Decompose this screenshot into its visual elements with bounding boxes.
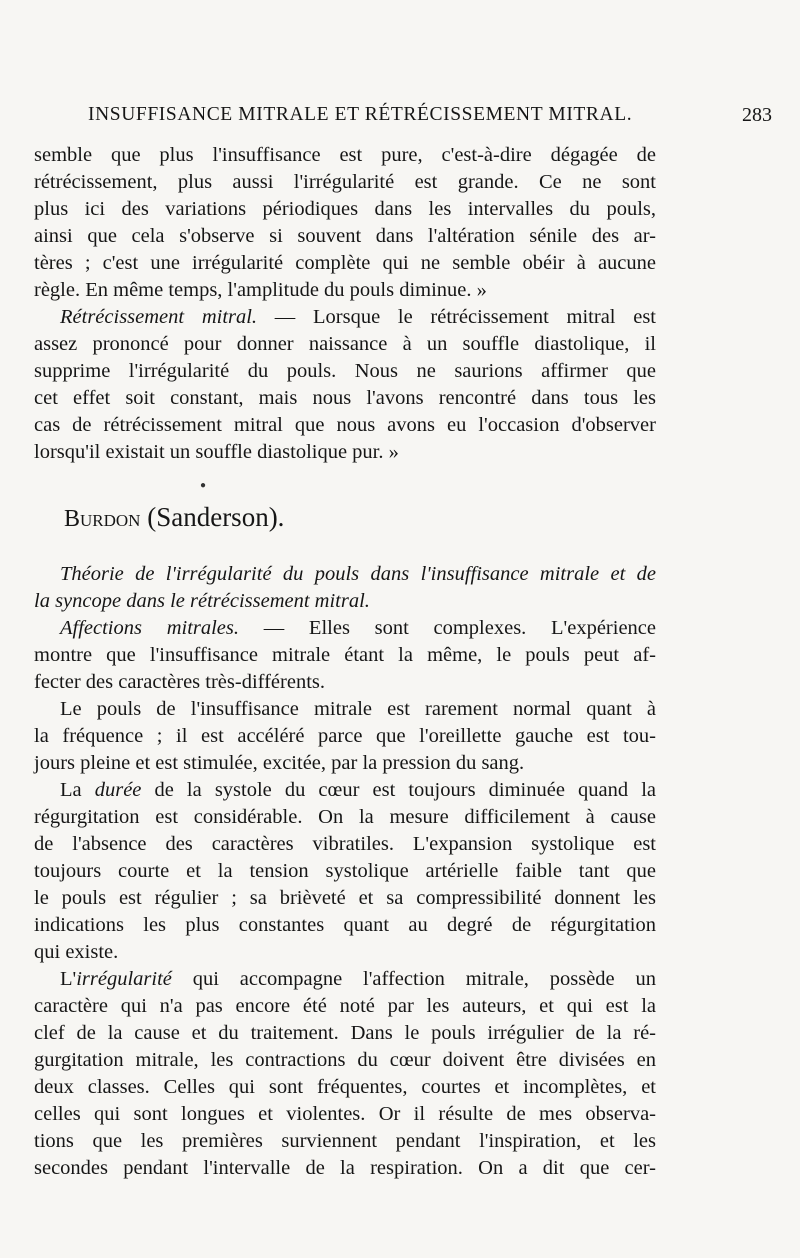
text-line [34,561,656,588]
text-line [34,669,656,696]
running-title: INSUFFISANCE MITRALE ET RÉTRÉCISSEMENT MITRAL. [88,104,633,125]
text-line [34,196,656,223]
text-line [34,250,656,277]
text-line [34,1101,656,1128]
text-line [34,412,656,439]
line-text: de la systole du cœur est toujours diminuée quand la [141,779,657,801]
line-text: toujours courte et la tension systolique artérielle faible tant que [34,860,656,882]
italic-label: Rétrécissement mitral. [60,306,258,328]
line-text: lorsqu'il existait un souffle diastolique pur. » [34,441,399,463]
line-text: cas de rétrécissement mitral que nous avons eu l'occasion d'observer [34,414,656,436]
text-line [34,831,656,858]
text-line [34,642,656,669]
running-header [88,104,772,136]
text-line [34,615,656,642]
line-text: clef de la cause et du traitement. Dans le pouls irrégulier de la ré- [34,1022,656,1044]
line-text: celles qui sont longues et violentes. Or il résulte de mes observa- [34,1103,656,1125]
text-line [34,169,656,196]
line-text: tions que les premières surviennent pendant l'inspiration, et les [34,1130,656,1152]
page-number: 283 [742,104,772,126]
line-text: rétrécissement, plus aussi l'irrégularité est grande. Ce ne sont [34,171,656,193]
text-line [34,993,656,1020]
line-text: — Elles sont complexes. L'expérience [239,617,656,639]
line-text: régurgitation est considérable. On la mesure difficilement à cause [34,806,656,828]
text-line [34,1128,656,1155]
text-line [34,966,656,993]
text-line [34,1074,656,1101]
line-text: qui accompagne l'affection mitrale, possède un [171,968,656,990]
text-block-bottom [34,561,656,1182]
line-text: règle. En même temps, l'amplitude du pouls diminue. » [34,279,487,301]
text-line [34,885,656,912]
italic-label: Affections mitrales. [60,617,240,639]
italic-text: la syncope dans le rétrécissement mitral. [34,590,370,612]
text-line [34,1155,656,1182]
text-block-top [34,142,656,466]
text-line [34,804,656,831]
text-line [34,304,656,331]
italic-text: Théorie de l'irrégularité du pouls dans l'insuffisance mitrale et de [60,563,656,585]
text-line [34,696,656,723]
line-text: de l'absence des caractères vibratiles. L'expansion systolique est [34,833,656,855]
text-line [34,1020,656,1047]
text-line [34,777,656,804]
line-text: le pouls est régulier ; sa brièveté et sa compressibilité donnent les [34,887,656,909]
text-line [34,858,656,885]
line-text: supprime l'irrégularité du pouls. Nous ne saurions affirmer que [34,360,656,382]
text-line [34,939,656,966]
line-text: montre que l'insuffisance mitrale étant la même, le pouls peut af- [34,644,656,666]
text-line [34,1047,656,1074]
line-text: qui existe. [34,941,119,963]
author-given-name: (Sanderson). [140,502,285,532]
text-line [34,223,656,250]
text-line [34,331,656,358]
line-text: semble que plus l'insuffisance est pure, c'est-à-dire dégagée de [34,144,656,166]
section-heading [64,502,284,533]
line-text: cet effet soit constant, mais nous l'avons rencontré dans tous les [34,387,656,409]
line-text: caractère qui n'a pas encore été noté par les auteurs, et qui est la [34,995,656,1017]
line-text: — Lorsque le rétrécissement mitral est [257,306,656,328]
italic-label: durée [94,779,142,801]
ornament-mark: ● [200,480,207,491]
line-prefix: L' [60,968,77,990]
line-text: assez prononcé pour donner naissance à un souffle diastolique, il [34,333,656,355]
text-line [34,588,656,615]
line-text: la fréquence ; il est accéléré parce que l'oreillette gauche est tou- [34,725,656,747]
text-line [34,439,656,466]
line-text: fecter des caractères très-différents. [34,671,325,693]
line-text: gurgitation mitrale, les contractions du cœur doivent être divisées en [34,1049,656,1071]
italic-label: irrégularité [76,968,172,990]
line-prefix: La [60,779,95,801]
text-line [34,142,656,169]
line-text: tères ; c'est une irrégularité complète qui ne semble obéir à aucune [34,252,656,274]
line-text: secondes pendant l'intervalle de la respiration. On a dit que cer- [34,1157,656,1179]
line-text: deux classes. Celles qui sont fréquentes, courtes et incomplètes, et [34,1076,656,1098]
text-line [34,750,656,777]
text-line [34,723,656,750]
text-line [34,912,656,939]
text-line [34,277,656,304]
text-line [34,358,656,385]
author-surname: Burdon [64,506,141,532]
line-text: ainsi que cela s'observe si souvent dans l'altération sénile des ar- [34,225,656,247]
line-text: Le pouls de l'insuffisance mitrale est rarement normal quant à [60,698,656,720]
line-text: jours pleine et est stimulée, excitée, par la pression du sang. [34,752,525,774]
text-line [34,385,656,412]
line-text: indications les plus constantes quant au degré de régurgitation [34,914,656,936]
line-text: plus ici des variations périodiques dans les intervalles du pouls, [34,198,656,220]
